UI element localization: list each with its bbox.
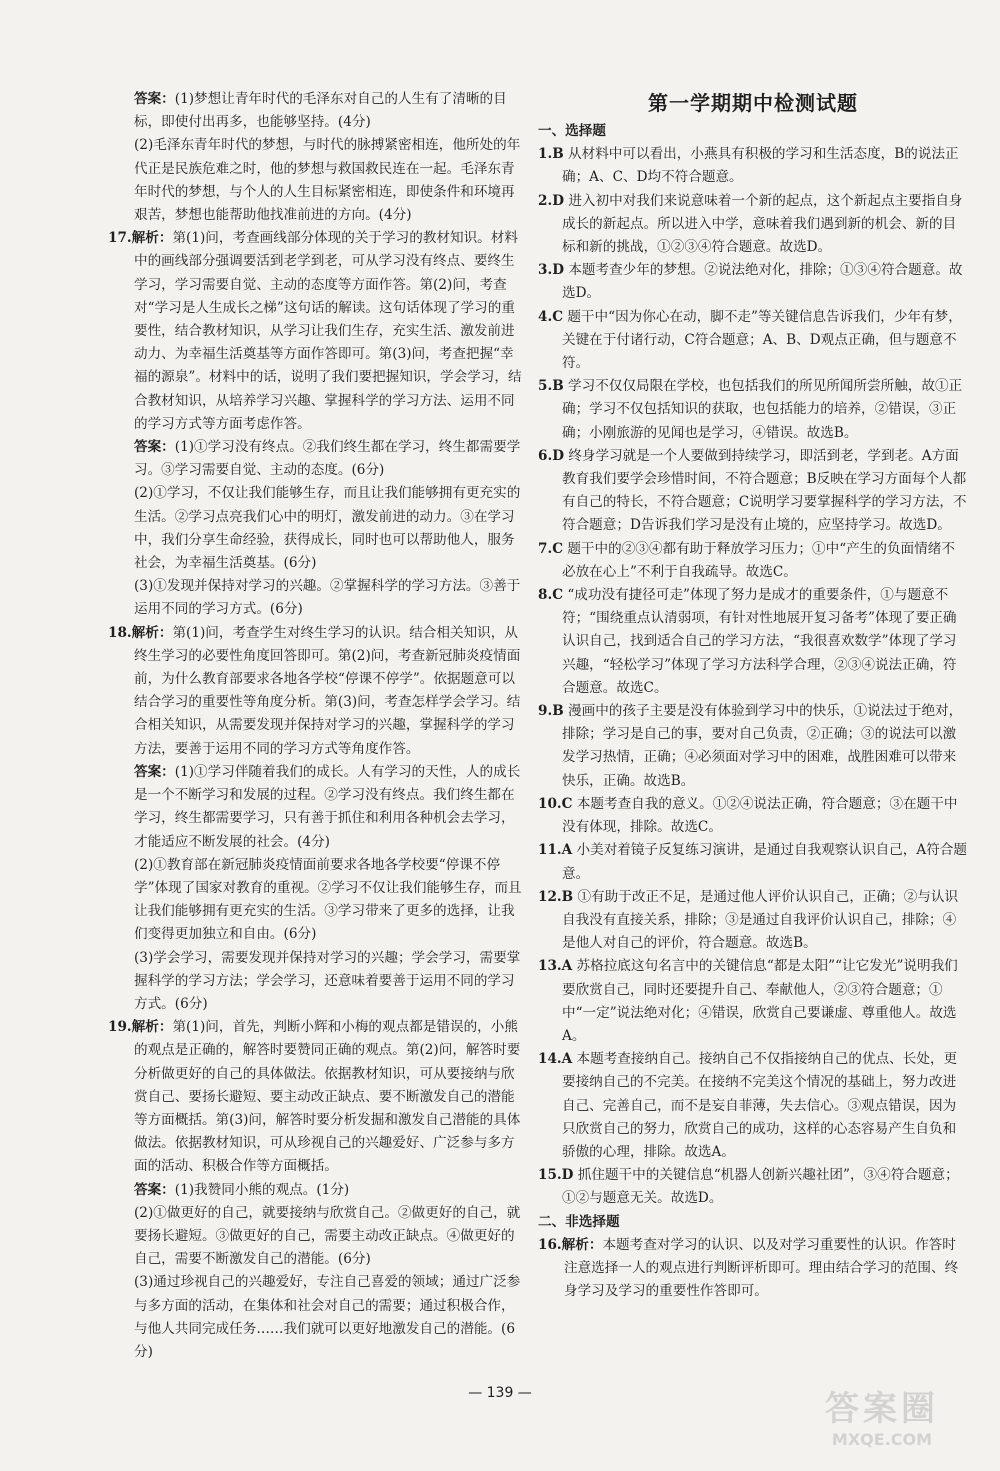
list-item <box>538 1048 968 1164</box>
section-heading-nonchoice: 二、非选择题 <box>538 1213 620 1230</box>
q17-answer-3: (3)①发现并保持对学习的兴趣。②掌握科学的学习方法。③善于运用不同的学习方式。(6分) <box>134 578 521 618</box>
q19-answer-3: (3)通过珍视自己的兴趣爱好，专注自己喜爱的领域；通过广泛参与多方面的活动，在集体和社会对自己的需要；通过积极合作，与他人共同完成任务……我们就可以更好地激发自己的潜能。(6分) <box>134 1274 521 1360</box>
page-title: 第一学期期中检测试题 <box>648 91 858 115</box>
item-text: ①有助于改正不足，是通过他人评价认识自己，正确；②与认识自我没有直接关系，排除；③是通过自我评价认识自己，排除；④是他人对自己的评价，符合题意。故选B。 <box>562 888 959 952</box>
item-text: 本题考查少年的梦想。②说法绝对化，排除；①③④符合题意。故选D。 <box>562 262 963 302</box>
item-number: 13.A <box>538 958 573 975</box>
q17-answer-2: (2)①学习，不仅让我们能够生存，而且让我们能够拥有更充实的生活。②学习点亮我们心中的明灯，激发前进的动力。③在学习中，我们分享生命经验，获得成长，同时也可以帮助他人，服务社会，为幸福生活奠基。(6分) <box>134 485 521 572</box>
item-number: 6.D <box>538 447 564 464</box>
item-text: 终身学习就是一个人要做到持续学习，即活到老，学到老。A方面教育我们要学会珍惜时间，不符合题意；B反映在学习方面每个人都有自己的特长，不符合题意；C说明学习要掌握科学的学习方法，不符合题意；D告诉我们学习是没有止境的，应坚持学习。故选D。 <box>562 447 967 534</box>
page-number: — 139 — <box>468 1385 532 1401</box>
item-number: 5.B <box>538 378 564 395</box>
item-text: 题干中“因为你心在动，脚不走”等关键信息告诉我们，少年有梦，关键在于付诸行动，C符合题意；A、B、D观点正确，但与题意不符。 <box>562 308 962 372</box>
item-text: 学习不仅仅局限在学校，也包括我们的所见所闻所尝所触，故①正确；学习不仅包括知识的获取，也包括能力的培养，②错误，③正确；小刚旅游的见闻也是学习，④错误。故选B。 <box>562 378 963 441</box>
list-item <box>538 955 968 1048</box>
item-number: 1.B <box>538 146 564 163</box>
q19-analysis: 19.解析：第(1)问，首先，判断小辉和小梅的观点都是错误的，小熊的观点是正确的，解答时要赞同正确的观点。第(2)问，解答时要分析做更好的自己的具体做法。依据教材知识，可从要接纳与欣赏自己、要扬长避短、要主动改正缺点、要不断激发自己的潜能等方面概括。第(3)问，解答时要分析发掘和激发自己潜能的具体做法。依据教材知识，可从珍视自己的兴趣爱好、广泛参与多方面的活动、积极合作等方面概括。 <box>108 1019 521 1175</box>
choice-answer-list <box>538 143 968 1210</box>
list-item <box>538 259 968 305</box>
item-number: 8.C <box>538 587 564 604</box>
left-column <box>108 88 526 1364</box>
item-text: 本题考查自我的意义。①②④说法正确，符合题意；③在题干中没有体现，排除。故选C。 <box>562 795 958 836</box>
q18-answer-2: (2)①教育部在新冠肺炎疫情面前要求各地各学校要“停课不停学”体现了国家对教育的重视。②学习不仅让我们能够生存，而且让我们能够拥有更充实的生活。③学习带来了更多的选择，让我们变得更加独立和自由。(6分) <box>134 856 522 943</box>
site-watermark <box>782 1381 982 1461</box>
list-item <box>538 445 968 538</box>
item-number: 2.D <box>538 192 564 209</box>
watermark-url: MXQE.COM <box>831 1430 933 1449</box>
q16-answer-part2: (2)毛泽东青年时代的梦想，与时代的脉搏紧密相连，他所处的年代正是民族危难之时，他的梦想与救国救民连在一起。毛泽东青年时代的梦想，与个人的人生目标紧密相连，即使条件和环境再艰苦，梦想也能帮助他找准前进的方向。(4分) <box>134 137 521 224</box>
list-item <box>538 1164 968 1210</box>
item-text: 从材料中可以看出，小燕具有积极的学习和生活态度，B的说法正确；A、C、D均不符合题意。 <box>562 146 959 186</box>
item-number: 4.C <box>538 308 564 325</box>
item-number: 12.B <box>538 888 574 905</box>
q19-answer-2: (2)①做更好的自己，就要接纳与欣赏自己。②做更好的自己，就要扬长避短。③做更好的自己，需要主动改正缺点。④做更好的自己，需要不断激发自己的潜能。(6分) <box>134 1204 521 1268</box>
item-number: 3.D <box>538 262 564 279</box>
item-text: 苏格拉底这句名言中的关键信息“都是太阳”“让它发光”说明我们要欣赏自己，同时还要提升自己、奉献他人，②③符合题意；①中“一定”说法绝对化；④错误，欣赏自己要谦虚、尊重他人。故选A。 <box>562 958 958 1044</box>
q16-analysis: 16.解析：本题考查对学习的认识、以及对学习重要性的认识。作答时注意选择一人的观点进行判断评析即可。理由结合学习的范围、终身学习及学习的重要性作答即可。 <box>538 1236 959 1300</box>
item-number: 14.A <box>538 1051 573 1068</box>
watermark-logo-text: 答案圈 <box>825 1389 939 1429</box>
list-item <box>538 190 968 260</box>
list-item <box>538 538 968 584</box>
q18-analysis: 18.解析：第(1)问，考查学生对终生学习的认识。结合相关知识，从终生学习的必要性角度回答即可。第(2)问，考查新冠肺炎疫情面前，为什么教育部要求各地各学校“停课不停学”。依据题意可以结合学习的重要性等角度分析。第(3)问，考查怎样学会学习。结合相关知识，从需要发现并保持对学习的兴趣，掌握科学的学习方法，要善于运用不同的学习方式等角度作答。 <box>108 624 521 757</box>
q19-answer-1: 答案：(1)我赞同小熊的观点。(1分) <box>134 1181 350 1198</box>
list-item <box>538 375 968 445</box>
item-text: 抓住题干中的关键信息“机器人创新兴趣社团”，③④符合题意；①②与题意无关。故选D。 <box>562 1167 959 1207</box>
item-number: 15.D <box>538 1167 574 1184</box>
list-item <box>538 839 968 885</box>
list-item <box>538 584 968 700</box>
item-number: 11.A <box>538 842 573 859</box>
item-text: 进入初中对我们来说意味着一个新的起点，这个新起点主要指自身成长的新起点。所以进入中学，意味着我们遇到新的机会、新的目标和新的挑战，①②③④符合题意。故选D。 <box>562 192 963 256</box>
item-text: 题干中的②③④都有助于释放学习压力；①中“产生的负面情绪不必放在心上”不利于自我疏导。故选C。 <box>562 540 955 580</box>
q18-answer-1: 答案：(1)①学习伴随着我们的成长。人有学习的天性，人的成长是一个不断学习和发展的过程。②学习没有终点。我们终生都在学习，终生都需要学习，只有善于抓住和利用各种机会去学习，才能适应不断发展的社会。(4分) <box>134 763 521 850</box>
item-text: 本题考查接纳自己。接纳自己不仅指接纳自己的优点、长处，更要接纳自己的不完美。在接纳不完美这个情况的基础上，努力改进自己、完善自己，而不是妄自菲薄，失去信心。③观点错误，因为只欣赏自己的努力，欣赏自己的成功，这样的心态容易产生自负和骄傲的心理，排除。故选A。 <box>562 1051 958 1160</box>
item-number: 7.C <box>538 540 564 557</box>
q16-answer: 答案：(1)梦想让青年时代的毛泽东对自己的人生有了清晰的目标，即使付出再多，也能够坚持。(4分) <box>134 91 507 131</box>
q18-answer-3: (3)学会学习，需要发现并保持对学习的兴趣；学会学习，需要掌握科学的学习方法；学会学习，还意味着要善于运用不同的学习方式。(6分) <box>134 949 521 1012</box>
item-text: 小美对着镜子反复练习演讲，是通过自我观察认识自己，A符合题意。 <box>562 842 967 882</box>
list-item <box>538 306 968 376</box>
list-item <box>538 143 968 189</box>
list-item <box>538 886 968 956</box>
q17-answer-1: 答案：(1)①学习没有终点。②我们终生都在学习，终生都需要学习。③学习需要自觉、主动的态度。(6分) <box>134 439 521 479</box>
item-text: “成功没有捷径可走”体现了努力是成才的重要条件，①与题意不符；“围绕重点认清弱项，有针对性地展开复习备考”体现了要正确认识自己，找到适合自己的学习方法，“我很喜欢数学”体现了学习兴趣，“轻松学习”体现了学习方法科学合理，②③④说法正确，符合题意。故选C。 <box>562 587 957 696</box>
q17-analysis: 17.解析：第(1)问，考查画线部分体现的关于学习的教材知识。材料中的画线部分强调要活到老学到老，可从学习没有终点、要终生学习，学习需要自觉、主动的态度等方面作答。第(2)问，考查对“学习是人生成长之梯”这句话的解读。这句话体现了学习的重要性，结合教材知识，从学习让我们生存，充实生活、激发前进动力、为幸福生活奠基等方面作答即可。第(3)问，考查把握“幸福的源泉”。材料中的话，说明了我们要把握知识，学会学习，结合教材知识，从培养学习兴趣、掌握科学的学习方法、运用不同的学习方式等方面考虑作答。 <box>108 230 522 432</box>
item-text: 漫画中的孩子主要是没有体验到学习中的快乐，①说法过于绝对，排除；学习是自己的事，要对自己负责，②正确；③的说法可以激发学习热情，正确；④必须面对学习中的困难，战胜困难可以带来快乐，正确。故选B。 <box>562 703 963 789</box>
list-item <box>538 793 968 839</box>
list-item <box>538 700 968 793</box>
right-column <box>538 88 968 1303</box>
item-number: 10.C <box>538 795 573 812</box>
item-number: 9.B <box>538 703 564 720</box>
section-heading-choice: 一、选择题 <box>538 123 606 139</box>
